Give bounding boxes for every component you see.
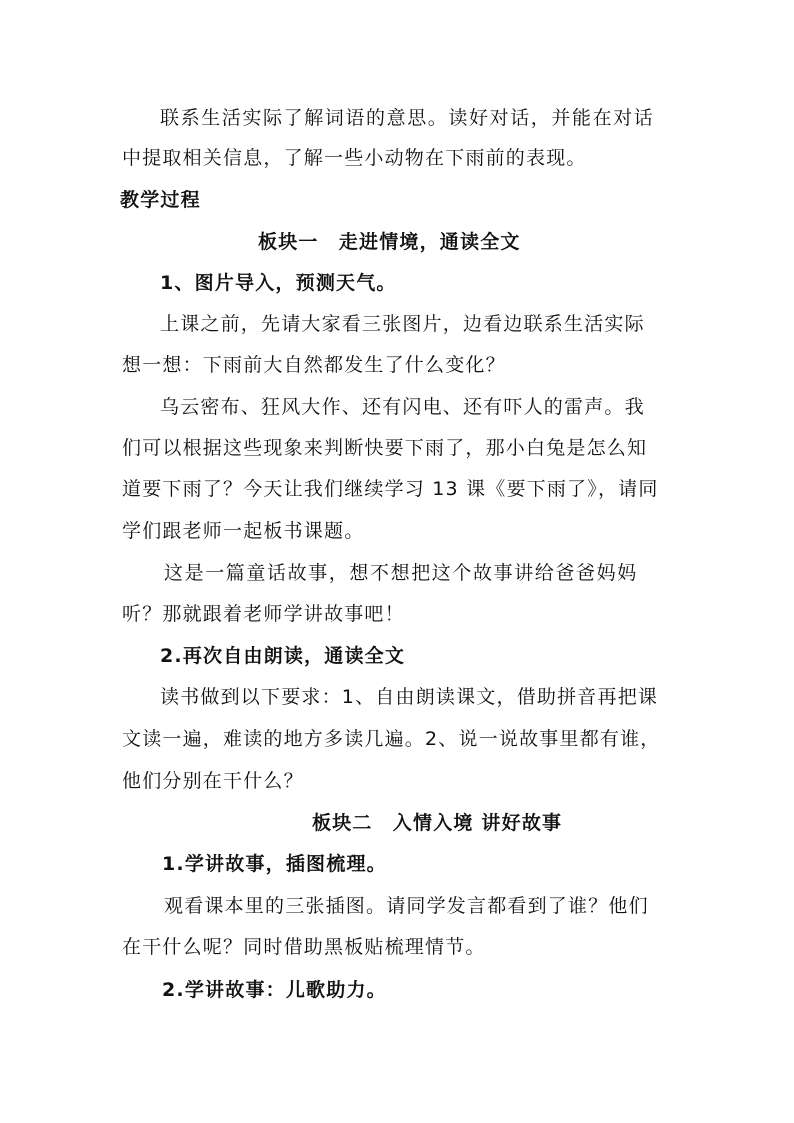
step-heading: 2.再次自由朗读，通读全文 <box>160 645 406 667</box>
paragraph-line: 听？那就跟着老师学讲故事吧！ <box>122 603 405 625</box>
paragraph-line: 在干什么呢？同时借助黑板贴梳理情节。 <box>122 936 486 958</box>
paragraph-line: 联系生活实际了解词语的意思。读好对话，并能在对话 <box>160 107 655 129</box>
paragraph-line: 想一想：下雨前大自然都发生了什么变化？ <box>122 354 506 376</box>
step-heading: 2.学讲故事：儿歌助力。 <box>162 979 387 1001</box>
paragraph-line: 上课之前，先请大家看三张图片，边看边联系生活实际 <box>160 313 645 335</box>
paragraph-line: 道要下雨了？今天让我们继续学习 13 课《要下雨了》，请同 <box>122 478 659 500</box>
paragraph-line: 们可以根据这些现象来判断快要下雨了，那小白兔是怎么知 <box>122 437 648 459</box>
paragraph-line: 文读一遍，难读的地方多读几遍。2、说一说故事里都有谁， <box>122 728 661 750</box>
paragraph-line: 乌云密布、狂风大作、还有闪电、还有吓人的雷声。我 <box>160 396 645 418</box>
block-heading: 板块二 入情入境 讲好故事 <box>312 812 563 834</box>
paragraph-line: 这是一篇童话故事，想不想把这个故事讲给爸爸妈妈 <box>164 562 638 584</box>
paragraph-line: 他们分别在干什么？ <box>122 770 304 792</box>
paragraph-line: 观看课本里的三张插图。请同学发言都看到了谁？他们 <box>164 895 649 917</box>
paragraph-line: 中提取相关信息，了解一些小动物在下雨前的表现。 <box>122 147 587 169</box>
block-heading: 板块一 走进情境，通读全文 <box>258 231 521 253</box>
paragraph-line: 学们跟老师一起板书课题。 <box>122 520 365 542</box>
step-heading: 1.学讲故事，插图梳理。 <box>162 853 387 875</box>
step-heading: 1、图片导入，预测天气。 <box>160 272 397 294</box>
section-heading: 教学过程 <box>120 189 201 211</box>
paragraph-line: 读书做到以下要求：1、自由朗读课文，借助拼音再把课 <box>160 686 659 708</box>
